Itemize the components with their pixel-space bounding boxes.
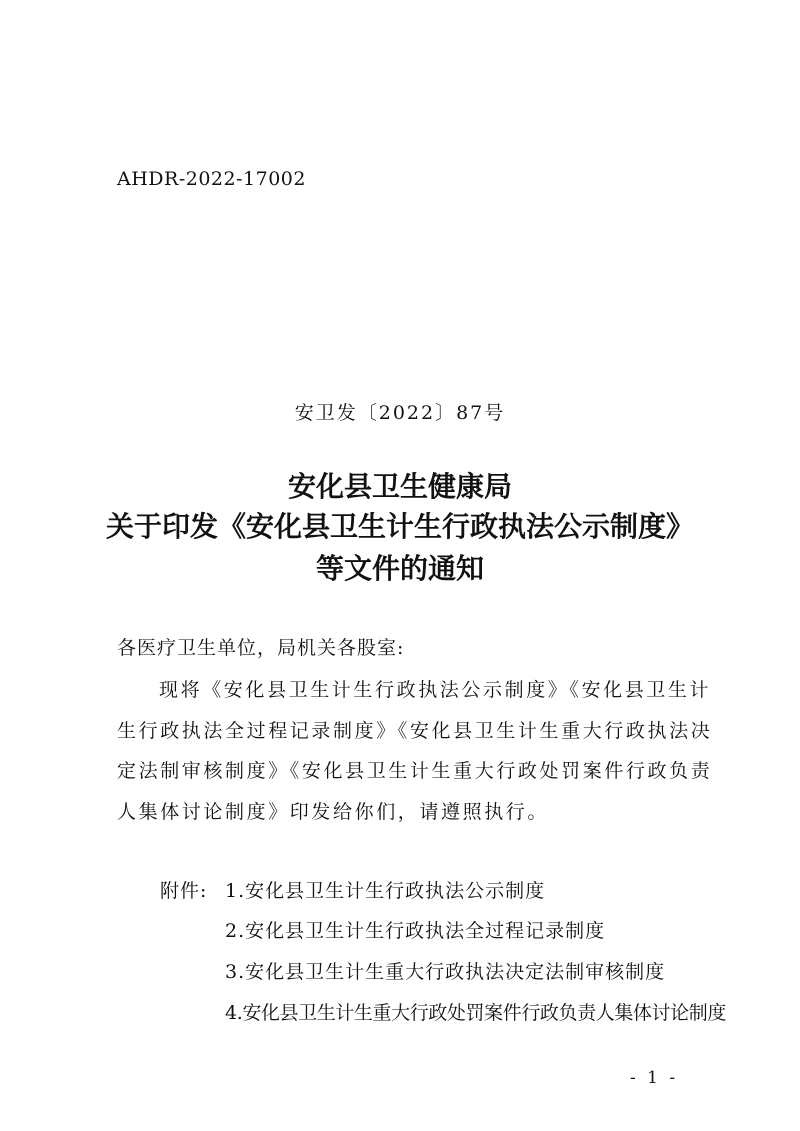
title-line-2: 关于印发《安化县卫生计生行政执法公示制度》 [105,510,694,543]
attachment-item-1: 1.安化县卫生计生行政执法公示制度 [225,880,546,902]
salutation: 各医疗卫生单位，局机关各股室: [117,637,405,659]
attachment-item-3: 3.安化县卫生计生重大行政执法决定法制审核制度 [225,961,666,983]
page-number: - 1 - [630,1068,679,1088]
title-line-3: 等文件的通知 [315,552,484,585]
issue-number: 安卫发〔2022〕87号 [294,402,506,424]
document-code: AHDR-2022-17002 [117,168,306,190]
attachment-item-4: 4.安化县卫生计生重大行政处罚案件行政负责人集体讨论制度 [225,1002,726,1024]
title-line-1: 安化县卫生健康局 [287,470,512,503]
attachments-label: 附件: [160,880,208,902]
body-paragraph: 现将《安化县卫生计生行政执法公示制度》《安化县卫生计生行政执法全过程记录制度》《安化县卫生计生重大行政执法决定法制审核制度》《安化县卫生计生重大行政处罚案件行政负责人集体讨论制度》印发给你们，请遵照执行。 [117,679,713,823]
attachment-item-2: 2.安化县卫生计生行政执法全过程记录制度 [225,920,606,942]
